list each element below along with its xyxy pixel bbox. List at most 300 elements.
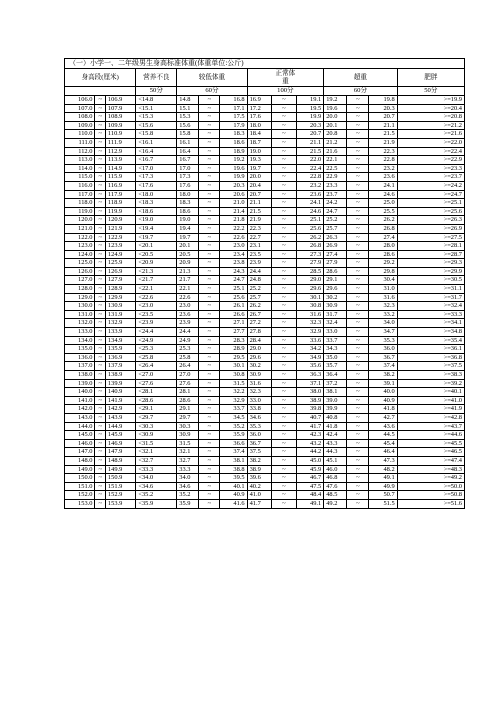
normal-weight-to-cell: 27.9	[296, 259, 323, 268]
obesity-cell: >=29.3	[397, 259, 464, 268]
normal-weight-from-cell: 39.6	[247, 474, 271, 483]
low-weight-tilde: ~	[199, 353, 220, 362]
table-row	[65, 499, 465, 508]
overweight-tilde: ~	[347, 130, 369, 139]
malnutrition-cell: <19.7	[136, 233, 177, 242]
overweight-from-cell: 33.7	[324, 336, 347, 345]
table-row	[65, 465, 465, 474]
low-weight-to-cell: 27.1	[220, 319, 247, 328]
normal-weight-from-cell: 23.5	[247, 250, 271, 259]
height-tilde: ~	[95, 242, 105, 251]
low-weight-tilde: ~	[199, 310, 220, 319]
height-tilde: ~	[95, 456, 105, 465]
low-weight-to-cell: 41.6	[220, 499, 247, 508]
overweight-tilde: ~	[347, 456, 369, 465]
overweight-tilde: ~	[347, 250, 369, 259]
obesity-cell: >=49.2	[397, 474, 464, 483]
low-weight-to-cell: 36.6	[220, 439, 247, 448]
header-overweight: 超重	[324, 69, 397, 87]
overweight-from-cell: 39.0	[324, 396, 347, 405]
low-weight-to-cell: 26.6	[220, 310, 247, 319]
low-weight-tilde: ~	[199, 396, 220, 405]
height-tilde: ~	[95, 474, 105, 483]
overweight-from-cell: 32.4	[324, 319, 347, 328]
overweight-tilde: ~	[347, 482, 369, 491]
low-weight-from-cell: 34.6	[177, 482, 199, 491]
normal-weight-tilde: ~	[271, 138, 296, 147]
table-row	[65, 113, 465, 122]
obesity-cell: >=43.7	[397, 422, 464, 431]
height-to-cell: 127.9	[105, 276, 135, 285]
malnutrition-cell: <28.1	[136, 388, 177, 397]
normal-weight-tilde: ~	[271, 474, 296, 483]
normal-weight-tilde: ~	[271, 104, 296, 113]
normal-weight-to-cell: 32.3	[296, 319, 323, 328]
overweight-tilde: ~	[347, 199, 369, 208]
table-row	[65, 371, 465, 380]
malnutrition-cell: <34.0	[136, 474, 177, 483]
normal-weight-from-cell: 38.2	[247, 456, 271, 465]
overweight-to-cell: 22.3	[369, 147, 397, 156]
obesity-cell: >=19.9	[397, 96, 464, 105]
overweight-to-cell: 23.2	[369, 164, 397, 173]
height-from-cell: 145.0	[65, 431, 95, 440]
height-from-cell: 128.0	[65, 285, 95, 294]
normal-weight-from-cell: 21.9	[247, 216, 271, 225]
height-to-cell: 141.9	[105, 396, 135, 405]
low-weight-from-cell: 29.7	[177, 413, 199, 422]
malnutrition-cell: <14.8	[136, 96, 177, 105]
height-from-cell: 127.0	[65, 276, 95, 285]
overweight-tilde: ~	[347, 207, 369, 216]
normal-weight-to-cell: 38.9	[296, 396, 323, 405]
overweight-to-cell: 36.0	[369, 345, 397, 354]
low-weight-to-cell: 21.8	[220, 216, 247, 225]
normal-weight-from-cell: 19.7	[247, 164, 271, 173]
normal-weight-tilde: ~	[271, 345, 296, 354]
normal-weight-from-cell: 20.4	[247, 181, 271, 190]
low-weight-from-cell: 14.8	[177, 96, 199, 105]
height-tilde: ~	[95, 302, 105, 311]
overweight-tilde: ~	[347, 319, 369, 328]
height-from-cell: 109.0	[65, 121, 95, 130]
obesity-cell: >=20.4	[397, 104, 464, 113]
low-weight-from-cell: 20.9	[177, 259, 199, 268]
height-from-cell: 130.0	[65, 302, 95, 311]
overweight-tilde: ~	[347, 121, 369, 130]
malnutrition-cell: <29.1	[136, 405, 177, 414]
obesity-cell: >=29.9	[397, 267, 464, 276]
overweight-from-cell: 39.9	[324, 405, 347, 414]
normal-weight-tilde: ~	[271, 147, 296, 156]
low-weight-to-cell: 23.0	[220, 242, 247, 251]
obesity-cell: >=36.1	[397, 345, 464, 354]
low-weight-tilde: ~	[199, 491, 220, 500]
overweight-from-cell: 48.5	[324, 491, 347, 500]
low-weight-from-cell: 19.4	[177, 224, 199, 233]
overweight-to-cell: 22.8	[369, 156, 397, 165]
overweight-to-cell: 39.1	[369, 379, 397, 388]
overweight-tilde: ~	[347, 371, 369, 380]
low-weight-tilde: ~	[199, 345, 220, 354]
normal-weight-to-cell: 31.6	[296, 310, 323, 319]
overweight-from-cell: 49.2	[324, 499, 347, 508]
malnutrition-cell: <22.1	[136, 285, 177, 294]
obesity-cell: >=33.3	[397, 310, 464, 319]
overweight-from-cell: 19.2	[324, 96, 347, 105]
low-weight-from-cell: 26.4	[177, 362, 199, 371]
normal-weight-tilde: ~	[271, 319, 296, 328]
obesity-cell: >=47.4	[397, 456, 464, 465]
height-tilde: ~	[95, 310, 105, 319]
low-weight-tilde: ~	[199, 267, 220, 276]
overweight-tilde: ~	[347, 276, 369, 285]
malnutrition-cell: <16.4	[136, 147, 177, 156]
low-weight-from-cell: 23.6	[177, 310, 199, 319]
overweight-to-cell: 36.7	[369, 353, 397, 362]
normal-weight-from-cell: 41.0	[247, 491, 271, 500]
normal-weight-to-cell: 19.5	[296, 104, 323, 113]
table-row	[65, 474, 465, 483]
low-weight-from-cell: 31.5	[177, 439, 199, 448]
malnutrition-cell: <16.7	[136, 156, 177, 165]
table-row	[65, 328, 465, 337]
height-tilde: ~	[95, 199, 105, 208]
normal-weight-from-cell: 25.7	[247, 293, 271, 302]
low-weight-to-cell: 22.6	[220, 233, 247, 242]
table-row	[65, 96, 465, 105]
normal-weight-to-cell: 49.1	[296, 499, 323, 508]
table-row	[65, 173, 465, 182]
low-weight-tilde: ~	[199, 422, 220, 431]
normal-weight-tilde: ~	[271, 250, 296, 259]
overweight-from-cell: 29.1	[324, 276, 347, 285]
low-weight-tilde: ~	[199, 431, 220, 440]
normal-weight-to-cell: 19.1	[296, 96, 323, 105]
overweight-tilde: ~	[347, 113, 369, 122]
obesity-cell: >=46.5	[397, 448, 464, 457]
malnutrition-cell: <16.1	[136, 138, 177, 147]
height-to-cell: 117.9	[105, 190, 135, 199]
malnutrition-cell: <19.4	[136, 224, 177, 233]
obesity-cell: >=36.8	[397, 353, 464, 362]
score-overweight: 60分	[324, 87, 397, 96]
normal-weight-to-cell: 22.0	[296, 156, 323, 165]
height-to-cell: 111.9	[105, 138, 135, 147]
malnutrition-cell: <30.9	[136, 431, 177, 440]
low-weight-tilde: ~	[199, 173, 220, 182]
low-weight-from-cell: 16.1	[177, 138, 199, 147]
overweight-to-cell: 21.5	[369, 130, 397, 139]
height-from-cell: 124.0	[65, 250, 95, 259]
score-low-weight: 60分	[177, 87, 247, 96]
height-to-cell: 139.9	[105, 379, 135, 388]
normal-weight-tilde: ~	[271, 156, 296, 165]
low-weight-tilde: ~	[199, 474, 220, 483]
overweight-to-cell: 40.0	[369, 388, 397, 397]
height-from-cell: 151.0	[65, 482, 95, 491]
table-row	[65, 491, 465, 500]
obesity-cell: >=44.6	[397, 431, 464, 440]
overweight-tilde: ~	[347, 181, 369, 190]
height-to-cell: 113.9	[105, 156, 135, 165]
low-weight-tilde: ~	[199, 405, 220, 414]
normal-weight-to-cell: 32.9	[296, 328, 323, 337]
overweight-from-cell: 40.8	[324, 413, 347, 422]
table-row	[65, 362, 465, 371]
obesity-cell: >=26.3	[397, 216, 464, 225]
malnutrition-cell: <27.6	[136, 379, 177, 388]
height-to-cell: 124.9	[105, 250, 135, 259]
malnutrition-cell: <20.5	[136, 250, 177, 259]
overweight-tilde: ~	[347, 164, 369, 173]
height-from-cell: 140.0	[65, 388, 95, 397]
header-low-weight: 较低体重	[177, 69, 247, 87]
obesity-cell: >=23.3	[397, 164, 464, 173]
normal-weight-tilde: ~	[271, 431, 296, 440]
header-height: 身高段(厘米)	[65, 69, 136, 87]
normal-weight-from-cell: 27.8	[247, 328, 271, 337]
normal-weight-tilde: ~	[271, 310, 296, 319]
overweight-to-cell: 26.2	[369, 216, 397, 225]
normal-weight-to-cell: 43.2	[296, 439, 323, 448]
normal-weight-to-cell: 39.8	[296, 405, 323, 414]
overweight-tilde: ~	[347, 310, 369, 319]
height-tilde: ~	[95, 121, 105, 130]
height-from-cell: 141.0	[65, 396, 95, 405]
overweight-from-cell: 41.8	[324, 422, 347, 431]
overweight-from-cell: 23.3	[324, 181, 347, 190]
low-weight-from-cell: 27.0	[177, 371, 199, 380]
height-tilde: ~	[95, 319, 105, 328]
overweight-to-cell: 20.3	[369, 104, 397, 113]
height-tilde: ~	[95, 371, 105, 380]
height-tilde: ~	[95, 285, 105, 294]
normal-weight-to-cell: 44.2	[296, 448, 323, 457]
low-weight-to-cell: 32.9	[220, 396, 247, 405]
table-row	[65, 379, 465, 388]
overweight-to-cell: 19.8	[369, 96, 397, 105]
low-weight-to-cell: 34.5	[220, 413, 247, 422]
overweight-tilde: ~	[347, 173, 369, 182]
low-weight-tilde: ~	[199, 413, 220, 422]
obesity-cell: >=25.1	[397, 199, 464, 208]
normal-weight-tilde: ~	[271, 448, 296, 457]
low-weight-from-cell: 25.8	[177, 353, 199, 362]
height-tilde: ~	[95, 499, 105, 508]
overweight-to-cell: 26.8	[369, 224, 397, 233]
table-row	[65, 276, 465, 285]
low-weight-to-cell: 16.8	[220, 96, 247, 105]
normal-weight-tilde: ~	[271, 439, 296, 448]
height-from-cell: 131.0	[65, 310, 95, 319]
obesity-cell: >=28.1	[397, 242, 464, 251]
height-to-cell: 149.9	[105, 465, 135, 474]
normal-weight-from-cell: 23.9	[247, 259, 271, 268]
overweight-tilde: ~	[347, 448, 369, 457]
overweight-to-cell: 49.1	[369, 474, 397, 483]
height-from-cell: 129.0	[65, 293, 95, 302]
normal-weight-tilde: ~	[271, 293, 296, 302]
low-weight-from-cell: 16.4	[177, 147, 199, 156]
normal-weight-to-cell: 36.3	[296, 371, 323, 380]
overweight-tilde: ~	[347, 431, 369, 440]
low-weight-tilde: ~	[199, 276, 220, 285]
overweight-from-cell: 22.9	[324, 173, 347, 182]
normal-weight-tilde: ~	[271, 499, 296, 508]
height-tilde: ~	[95, 465, 105, 474]
normal-weight-from-cell: 34.6	[247, 413, 271, 422]
overweight-from-cell: 20.1	[324, 121, 347, 130]
low-weight-tilde: ~	[199, 448, 220, 457]
table-row	[65, 319, 465, 328]
overweight-to-cell: 21.9	[369, 138, 397, 147]
height-tilde: ~	[95, 250, 105, 259]
malnutrition-cell: <20.9	[136, 259, 177, 268]
malnutrition-cell: <24.9	[136, 336, 177, 345]
overweight-from-cell: 31.7	[324, 310, 347, 319]
overweight-to-cell: 43.6	[369, 422, 397, 431]
low-weight-tilde: ~	[199, 130, 220, 139]
obesity-cell: >=27.5	[397, 233, 464, 242]
height-tilde: ~	[95, 422, 105, 431]
normal-weight-from-cell: 30.9	[247, 371, 271, 380]
low-weight-to-cell: 19.6	[220, 164, 247, 173]
normal-weight-to-cell: 23.6	[296, 190, 323, 199]
overweight-to-cell: 28.0	[369, 242, 397, 251]
malnutrition-cell: <32.1	[136, 448, 177, 457]
normal-weight-from-cell: 26.2	[247, 302, 271, 311]
overweight-tilde: ~	[347, 104, 369, 113]
normal-weight-to-cell: 25.1	[296, 216, 323, 225]
low-weight-tilde: ~	[199, 302, 220, 311]
low-weight-to-cell: 38.8	[220, 465, 247, 474]
malnutrition-cell: <18.3	[136, 199, 177, 208]
low-weight-to-cell: 17.5	[220, 113, 247, 122]
overweight-from-cell: 43.3	[324, 439, 347, 448]
height-to-cell: 121.9	[105, 224, 135, 233]
table-title: （一）小学一、二年级男生身高标准体重(体重单位:公斤)	[65, 59, 465, 69]
obesity-cell: >=22.0	[397, 138, 464, 147]
normal-weight-tilde: ~	[271, 259, 296, 268]
normal-weight-to-cell: 34.9	[296, 353, 323, 362]
height-to-cell: 109.9	[105, 121, 135, 130]
normal-weight-tilde: ~	[271, 190, 296, 199]
overweight-tilde: ~	[347, 285, 369, 294]
malnutrition-cell: <31.5	[136, 439, 177, 448]
overweight-to-cell: 46.4	[369, 448, 397, 457]
normal-weight-tilde: ~	[271, 482, 296, 491]
normal-weight-from-cell: 27.2	[247, 319, 271, 328]
height-to-cell: 143.9	[105, 413, 135, 422]
height-to-cell: 137.9	[105, 362, 135, 371]
table-row	[65, 431, 465, 440]
overweight-to-cell: 24.1	[369, 181, 397, 190]
malnutrition-cell: <27.0	[136, 371, 177, 380]
normal-weight-from-cell: 18.0	[247, 121, 271, 130]
normal-weight-to-cell: 24.6	[296, 207, 323, 216]
obesity-cell: >=25.6	[397, 207, 464, 216]
low-weight-tilde: ~	[199, 181, 220, 190]
overweight-tilde: ~	[347, 422, 369, 431]
normal-weight-from-cell: 35.3	[247, 422, 271, 431]
low-weight-from-cell: 15.1	[177, 104, 199, 113]
height-to-cell: 148.9	[105, 456, 135, 465]
height-from-cell: 108.0	[65, 113, 95, 122]
obesity-cell: >=20.8	[397, 113, 464, 122]
low-weight-from-cell: 28.1	[177, 388, 199, 397]
height-to-cell: 144.9	[105, 422, 135, 431]
low-weight-to-cell: 38.1	[220, 456, 247, 465]
low-weight-to-cell: 25.6	[220, 293, 247, 302]
height-tilde: ~	[95, 405, 105, 414]
height-from-cell: 144.0	[65, 422, 95, 431]
score-height-blank	[65, 87, 136, 96]
table-row	[65, 138, 465, 147]
low-weight-tilde: ~	[199, 233, 220, 242]
height-from-cell: 111.0	[65, 138, 95, 147]
table-row	[65, 267, 465, 276]
normal-weight-to-cell: 42.3	[296, 431, 323, 440]
height-to-cell: 147.9	[105, 448, 135, 457]
overweight-tilde: ~	[347, 405, 369, 414]
score-obesity: 50分	[397, 87, 464, 96]
table-row	[65, 482, 465, 491]
height-tilde: ~	[95, 224, 105, 233]
obesity-cell: >=41.0	[397, 396, 464, 405]
normal-weight-from-cell: 18.4	[247, 130, 271, 139]
low-weight-tilde: ~	[199, 207, 220, 216]
height-tilde: ~	[95, 388, 105, 397]
normal-weight-from-cell: 16.9	[247, 96, 271, 105]
overweight-to-cell: 27.4	[369, 233, 397, 242]
overweight-from-cell: 25.7	[324, 224, 347, 233]
low-weight-to-cell: 25.1	[220, 285, 247, 294]
obesity-cell: >=22.9	[397, 156, 464, 165]
height-from-cell: 107.0	[65, 104, 95, 113]
overweight-from-cell: 27.9	[324, 259, 347, 268]
height-from-cell: 135.0	[65, 345, 95, 354]
overweight-from-cell: 38.1	[324, 388, 347, 397]
height-to-cell: 145.9	[105, 431, 135, 440]
normal-weight-to-cell: 19.9	[296, 113, 323, 122]
overweight-tilde: ~	[347, 439, 369, 448]
normal-weight-tilde: ~	[271, 388, 296, 397]
overweight-tilde: ~	[347, 216, 369, 225]
table-row	[65, 242, 465, 251]
table-row	[65, 310, 465, 319]
low-weight-from-cell: 15.3	[177, 113, 199, 122]
height-tilde: ~	[95, 431, 105, 440]
normal-weight-tilde: ~	[271, 121, 296, 130]
overweight-from-cell: 42.4	[324, 431, 347, 440]
height-tilde: ~	[95, 439, 105, 448]
height-tilde: ~	[95, 96, 105, 105]
score-malnutrition: 50分	[136, 87, 177, 96]
normal-weight-tilde: ~	[271, 130, 296, 139]
low-weight-tilde: ~	[199, 285, 220, 294]
normal-weight-from-cell: 36.7	[247, 439, 271, 448]
overweight-from-cell: 20.8	[324, 130, 347, 139]
overweight-tilde: ~	[347, 474, 369, 483]
low-weight-from-cell: 25.3	[177, 345, 199, 354]
low-weight-tilde: ~	[199, 121, 220, 130]
overweight-tilde: ~	[347, 293, 369, 302]
normal-weight-to-cell: 28.5	[296, 267, 323, 276]
normal-weight-tilde: ~	[271, 379, 296, 388]
normal-weight-tilde: ~	[271, 113, 296, 122]
overweight-tilde: ~	[347, 491, 369, 500]
